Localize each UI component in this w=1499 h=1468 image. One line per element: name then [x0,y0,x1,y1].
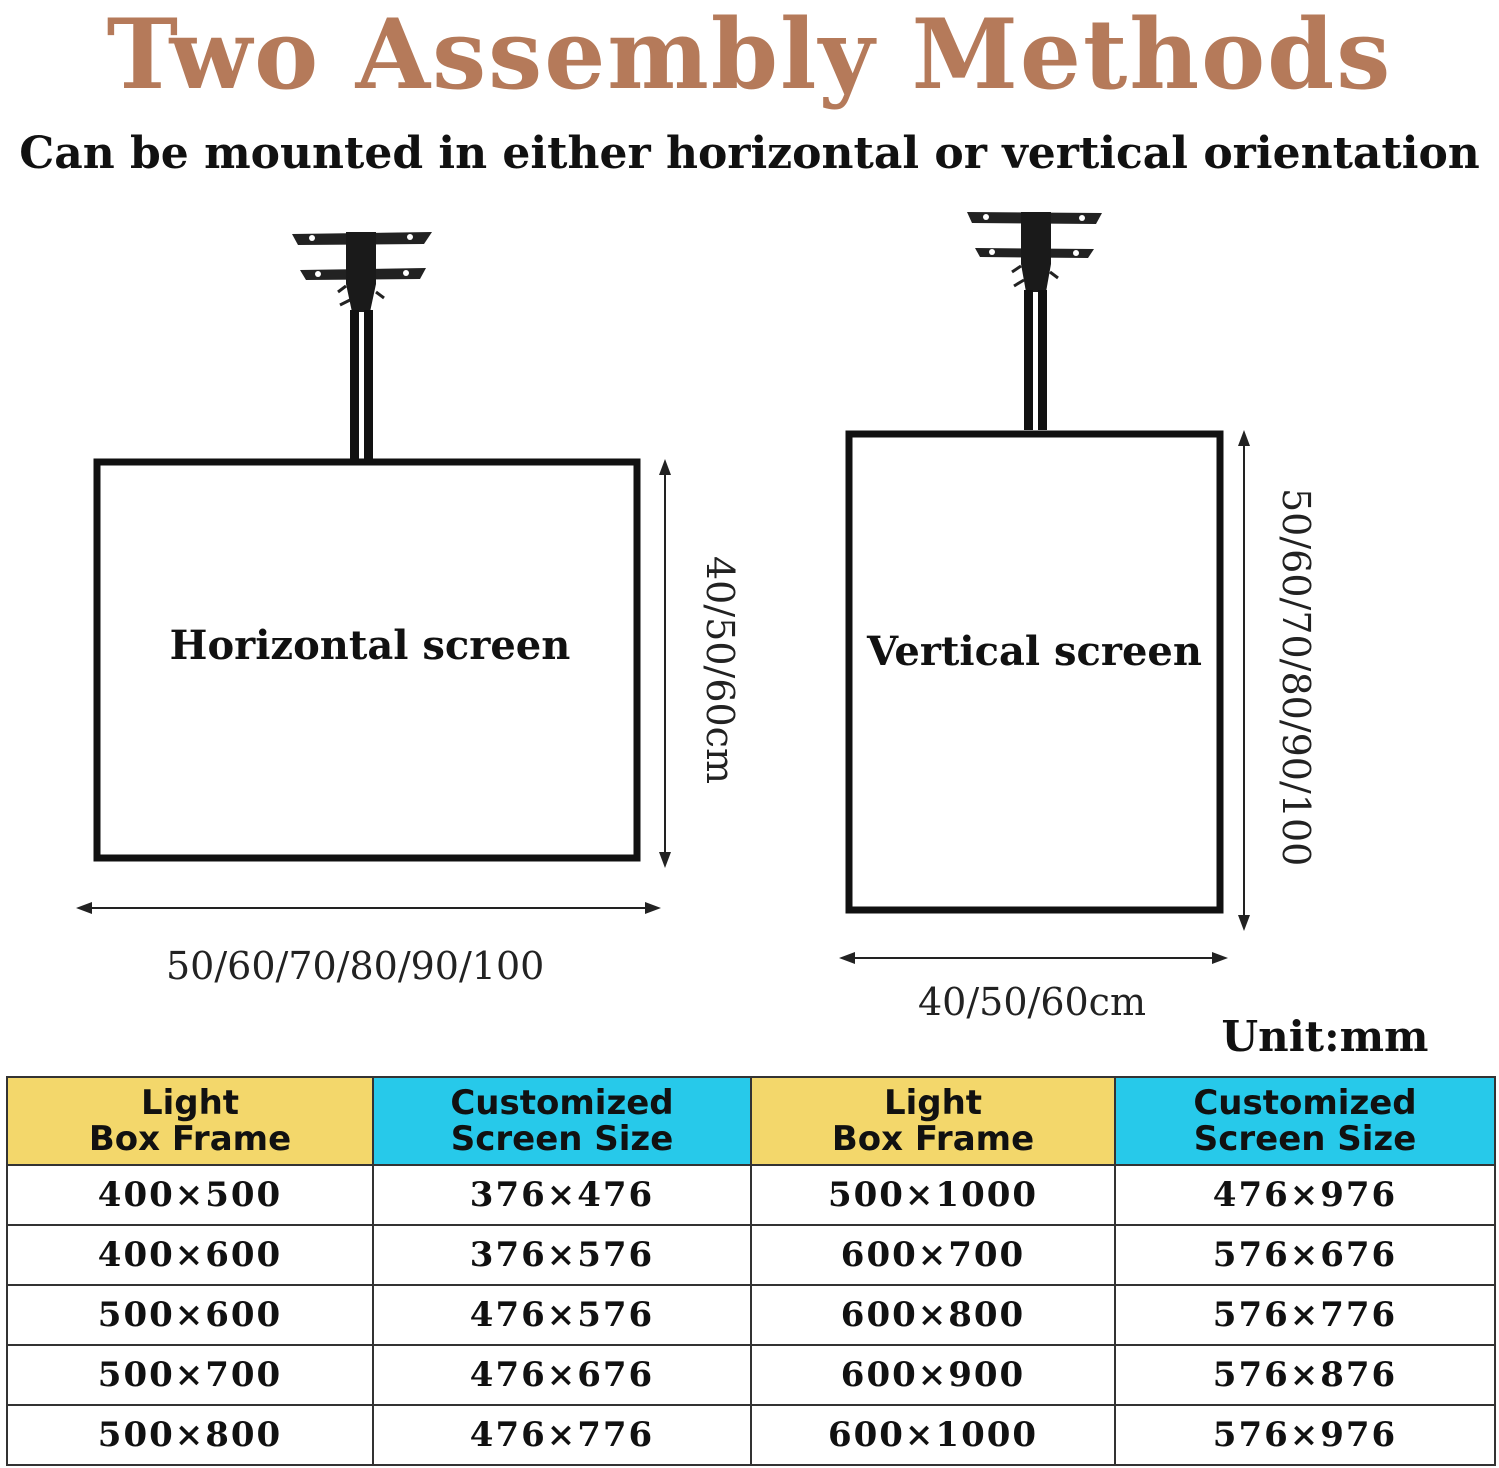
table-cell: 600×700 [751,1225,1115,1285]
table-row [7,1165,1495,1225]
table-cell: 576×976 [1115,1405,1495,1465]
unit-label: Unit:mm [1221,1012,1429,1061]
table-row [7,1285,1495,1345]
table-cell: 500×1000 [751,1165,1115,1225]
header-customized-screen-size [373,1077,751,1165]
header-customized-screen-size [1115,1077,1495,1165]
vertical-ceiling-bracket [967,212,1102,430]
table-header-row [7,1077,1495,1165]
table-cell: 476×576 [373,1285,751,1345]
header-light-box-frame [751,1077,1115,1165]
header-customized-screen-size-line2: Screen Size [450,1119,674,1159]
vertical-screen-label: Vertical screen [867,628,1202,675]
table-cell: 500×600 [7,1285,373,1345]
table-cell: 600×900 [751,1345,1115,1405]
table-cell: 400×500 [7,1165,373,1225]
table-cell: 576×876 [1115,1345,1495,1405]
table-row [7,1225,1495,1285]
table-cell: 576×776 [1115,1285,1495,1345]
horizontal-width-label: 50/60/70/80/90/100 [166,944,545,988]
page-title: Two Assembly Methods [106,0,1393,111]
page-subtitle: Can be mounted in either horizontal or vertical orientation [19,128,1480,179]
table-cell: 376×576 [373,1225,751,1285]
header-customized-screen-size-line1: Customized [450,1083,674,1123]
horizontal-ceiling-bracket [292,232,432,462]
header-light-box-frame-line1: Light [140,1083,240,1123]
header-light-box-frame-line2: Box Frame [88,1119,292,1159]
header-light-box-frame-line2: Box Frame [831,1119,1035,1159]
table-cell: 376×476 [373,1165,751,1225]
header-light-box-frame-line1: Light [883,1083,983,1123]
table-cell: 500×700 [7,1345,373,1405]
table-cell: 576×676 [1115,1225,1495,1285]
table-cell: 500×800 [7,1405,373,1465]
table-cell: 600×1000 [751,1405,1115,1465]
vertical-height-label: 50/60/70/80/90/100 [1274,488,1318,867]
vertical-width-label: 40/50/60cm [918,980,1146,1024]
size-table [6,1076,1496,1466]
header-customized-screen-size-line2: Screen Size [1193,1119,1417,1159]
header-customized-screen-size-line1: Customized [1193,1083,1417,1123]
table-cell: 476×976 [1115,1165,1495,1225]
horizontal-height-label: 40/50/60cm [698,556,742,784]
header-light-box-frame [7,1077,373,1165]
table-row [7,1405,1495,1465]
horizontal-screen-label: Horizontal screen [169,622,571,669]
table-cell: 476×776 [373,1405,751,1465]
table-cell: 476×676 [373,1345,751,1405]
table-cell: 600×800 [751,1285,1115,1345]
table-row [7,1345,1495,1405]
table-cell: 400×600 [7,1225,373,1285]
